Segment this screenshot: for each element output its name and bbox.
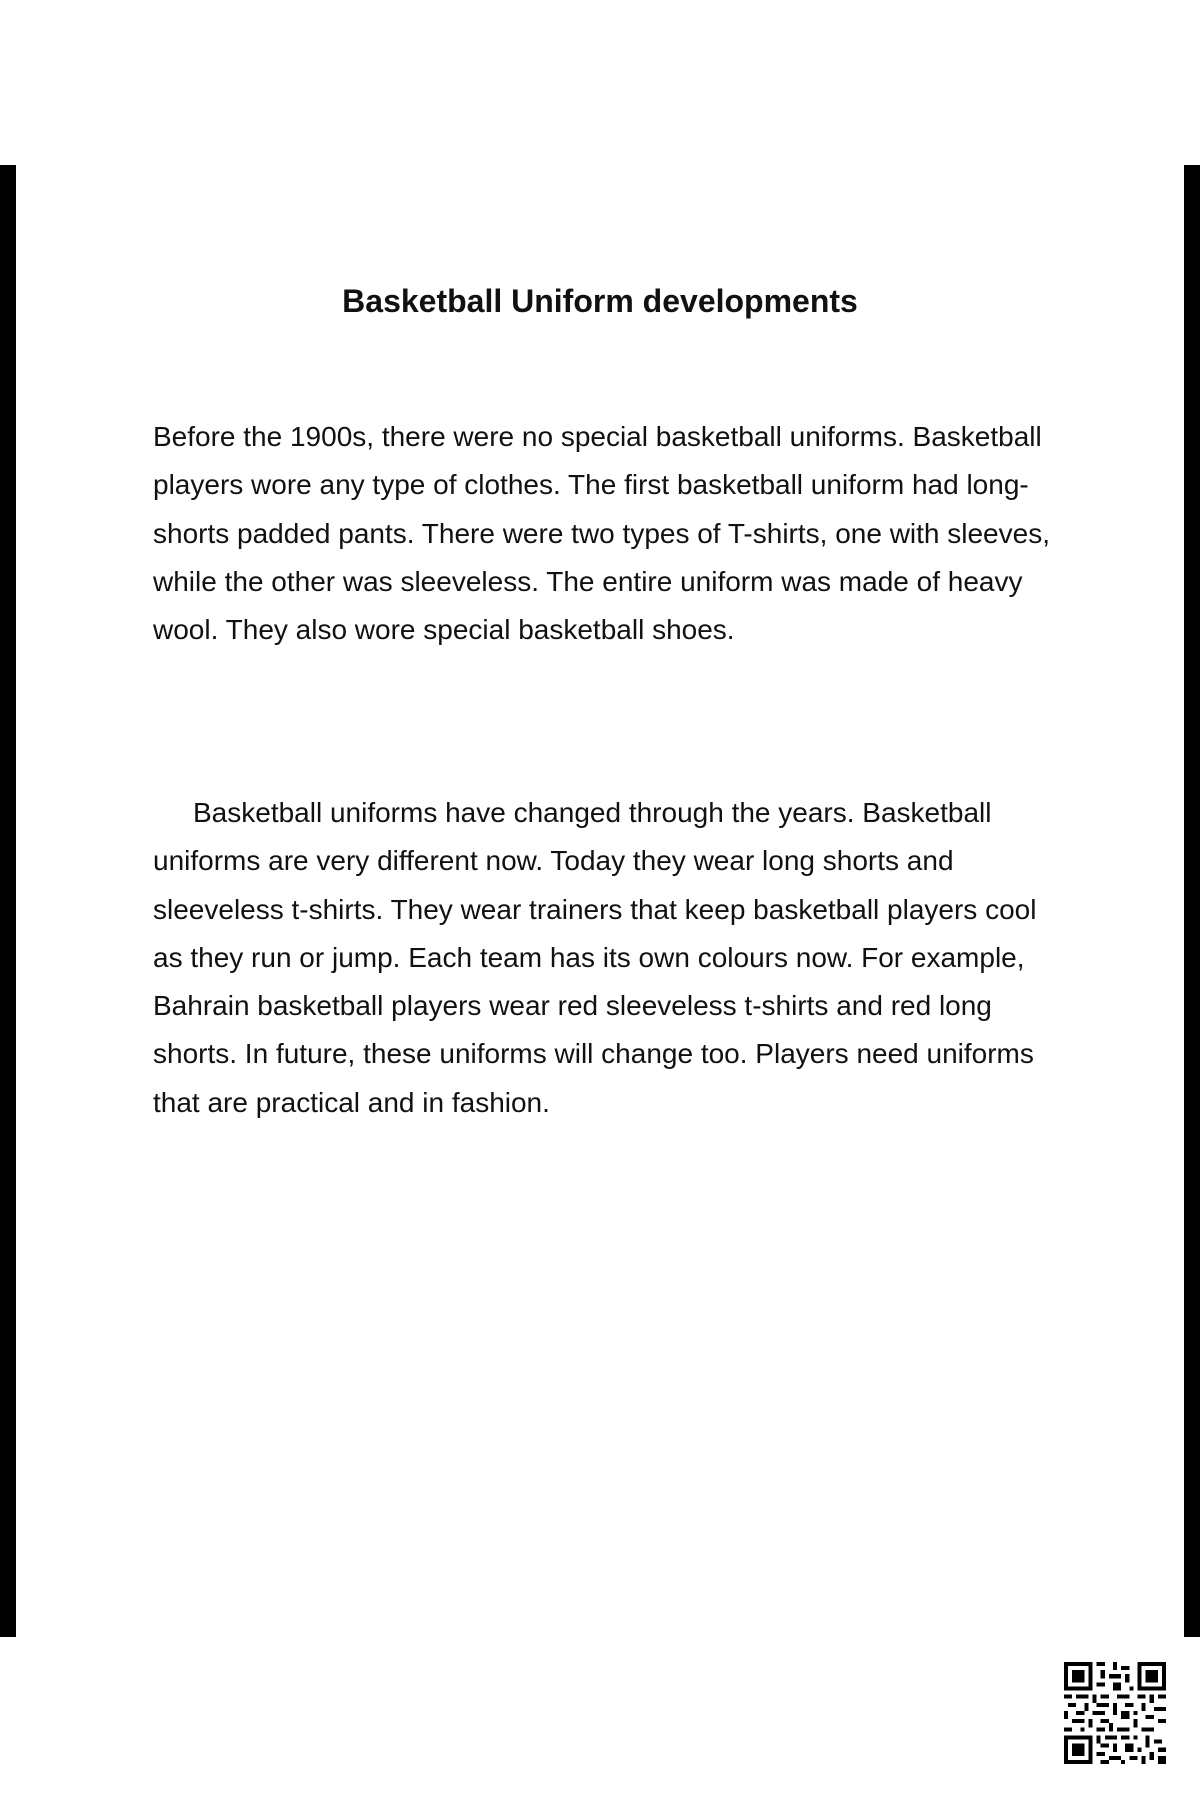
qr-code-icon [1064,1662,1166,1764]
left-border-bar [0,165,16,1637]
right-border-bar [1184,165,1200,1637]
paragraph-2: Basketball uniforms have changed through the years. Basketball uniforms are very different now. Today they wear long shorts and sleeveless t-shirts. They wear trainers that keep basketball players cool as they run or jump. Each team has its own colours now. For example, Bahrain basketball players wear red sleeveless t-shirts and red long shorts. In future, these uniforms will change too. Players need uniforms that are practical and in fashion. [153,797,1037,1118]
paragraph-1: Before the 1900s, there were no special basketball uniforms. Basketball players wore any type of clothes. The first basketball uniform had long-shorts padded pants. There were two types of T-shirts, one with sleeves, while the other was sleeveless. The entire uniform was made of heavy wool. They also wore special basketball shoes. [153,421,1050,646]
page-title: Basketball Uniform developments [342,283,858,319]
